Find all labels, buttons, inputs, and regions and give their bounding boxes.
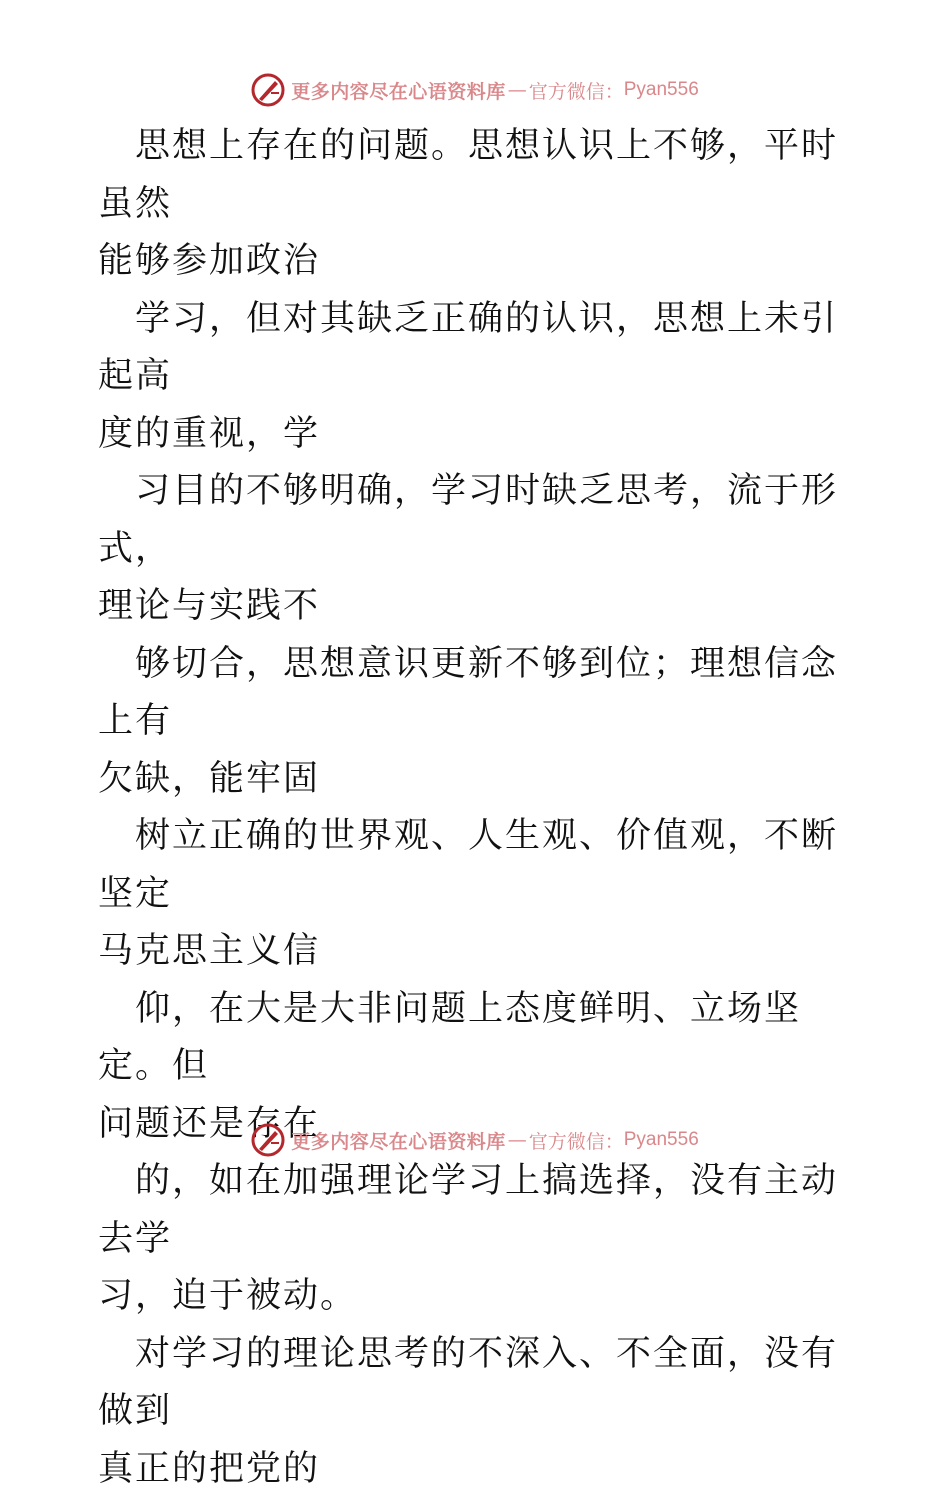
- paragraph: 树立正确的世界观、人生观、价值观，不断坚定 马克思主义信: [98, 808, 858, 981]
- paragraph: 的，如在加强理论学习上搞选择，没有主动去学 习，迫于被动。: [98, 1153, 858, 1326]
- footer-banner: [0, 1120, 950, 1160]
- quill-logo-icon: [251, 73, 285, 107]
- paragraph: 仰，在大是大非问题上态度鲜明、立场坚定。但 问题还是存在: [98, 981, 858, 1154]
- footer-wechat-label: 官方微信：: [529, 1127, 624, 1154]
- footer-wechat-id: Pyan556: [624, 1129, 699, 1151]
- paragraph: 学习，但对其缺乏正确的认识，思想上未引起高 度的重视，学: [98, 291, 858, 464]
- paragraph: 思想上存在的问题。思想认识上不够，平时虽然 能够参加政治: [98, 118, 858, 291]
- header-banner: [0, 70, 950, 110]
- document-body: [98, 118, 858, 1498]
- footer-brand-text: 更多内容尽在心语资料库: [291, 1127, 506, 1154]
- paragraph: 够切合，思想意识更新不够到位；理想信念上有 欠缺，能牢固: [98, 636, 858, 809]
- header-separator: —: [508, 79, 527, 101]
- quill-logo-icon: [251, 1123, 285, 1157]
- paragraph: 习目的不够明确，学习时缺乏思考，流于形式， 理论与实践不: [98, 463, 858, 636]
- header-wechat-label: 官方微信：: [529, 77, 624, 104]
- footer-separator: —: [508, 1129, 527, 1151]
- header-brand-text: 更多内容尽在心语资料库: [291, 77, 506, 104]
- paragraph: 对学习的理论思考的不深入、不全面，没有做到 真正的把党的: [98, 1326, 858, 1498]
- header-wechat-id: Pyan556: [624, 79, 699, 101]
